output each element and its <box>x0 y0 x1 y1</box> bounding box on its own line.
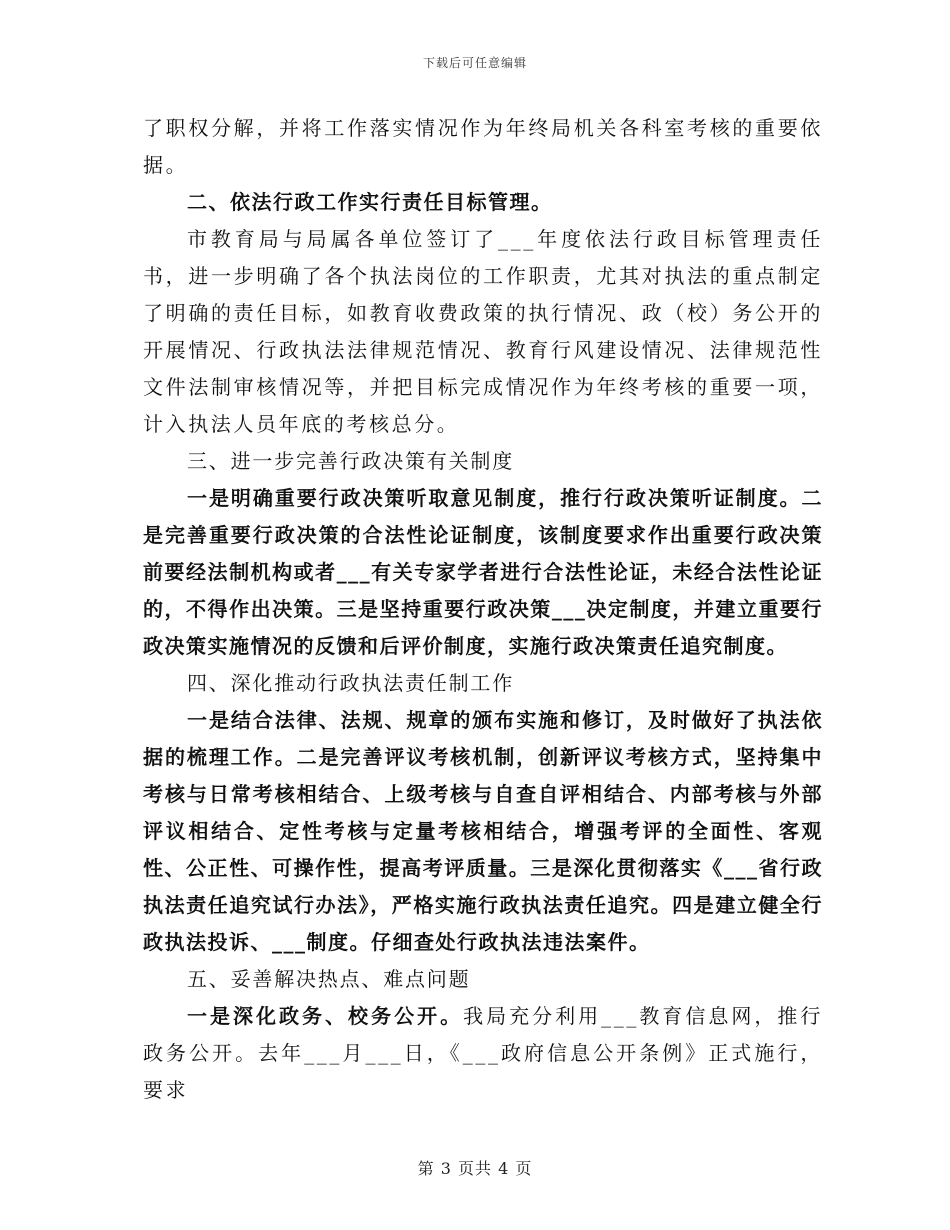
section-5-title: 五、妥善解决热点、难点问题 <box>187 967 471 991</box>
section-4-title: 四、深化推动行政执法责任制工作 <box>187 671 514 695</box>
page-number: 第 3 页共 4 页 <box>417 1159 533 1178</box>
section-3-body: 一是明确重要行政决策听取意见制度，推行行政决策听证制度。二是完善重要行政决策的合法性论证制度，该制度要求作出重要行政决策前要经法制机构或者___有关专家学者进行合法性论证，未经合法性论证的，不得作出决策。三是坚持重要行政决策___决定制度，并建立重要行政决策实施情况的反馈和后评价制度，实施行政决策责任追究制度。 <box>143 486 823 658</box>
section-2-body: 市教育局与局属各单位签订了___年度依法行政目标管理责任书，进一步明确了各个执法岗位的工作职责，尤其对执法的重点制定了明确的责任目标，如教育收费政策的执行情况、政（校）务公开的开展情况、行政执法法律规范情况、教育行风建设情况、法律规范性文件法制审核情况等，并把目标完成情况作为年终考核的重要一项，计入执法人员年底的考核总分。 <box>143 227 823 436</box>
document-body <box>143 110 823 1109</box>
section-3-title: 三、进一步完善行政决策有关制度 <box>187 449 514 473</box>
section-5-body <box>143 998 823 1109</box>
section-4-body: 一是结合法律、法规、规章的颁布实施和修订，及时做好了执法依据的梳理工作。二是完善评议考核机制，创新评议考核方式，坚持集中考核与日常考核相结合、上级考核与自查自评相结合、内部考核与外部评议相结合、定性考核与定量考核相结合，增强考评的全面性、客观性、公正性、可操作性，提高考评质量。三是深化贯彻落实《___省行政执法责任追究试行办法》，严格实施行政执法责任追究。四是建立健全行政执法投诉、___制度。仔细查处行政执法违法案件。 <box>143 708 823 954</box>
section-5-body-rest: 我局充分利用___教育信息网，推行政务公开。去年___月___日，《___政府信息公开条例》正式施行，要求 <box>143 1004 823 1102</box>
section-2-title: 二、依法行政工作实行责任目标管理。 <box>187 190 553 214</box>
paragraph-continuation: 了职权分解，并将工作落实情况作为年终局机关各科室考核的重要依据。 <box>143 116 823 177</box>
section-5-body-lead: 一是深化政务、校务公开。 <box>187 1004 464 1028</box>
page-header-note: 下载后可任意编辑 <box>422 56 527 70</box>
